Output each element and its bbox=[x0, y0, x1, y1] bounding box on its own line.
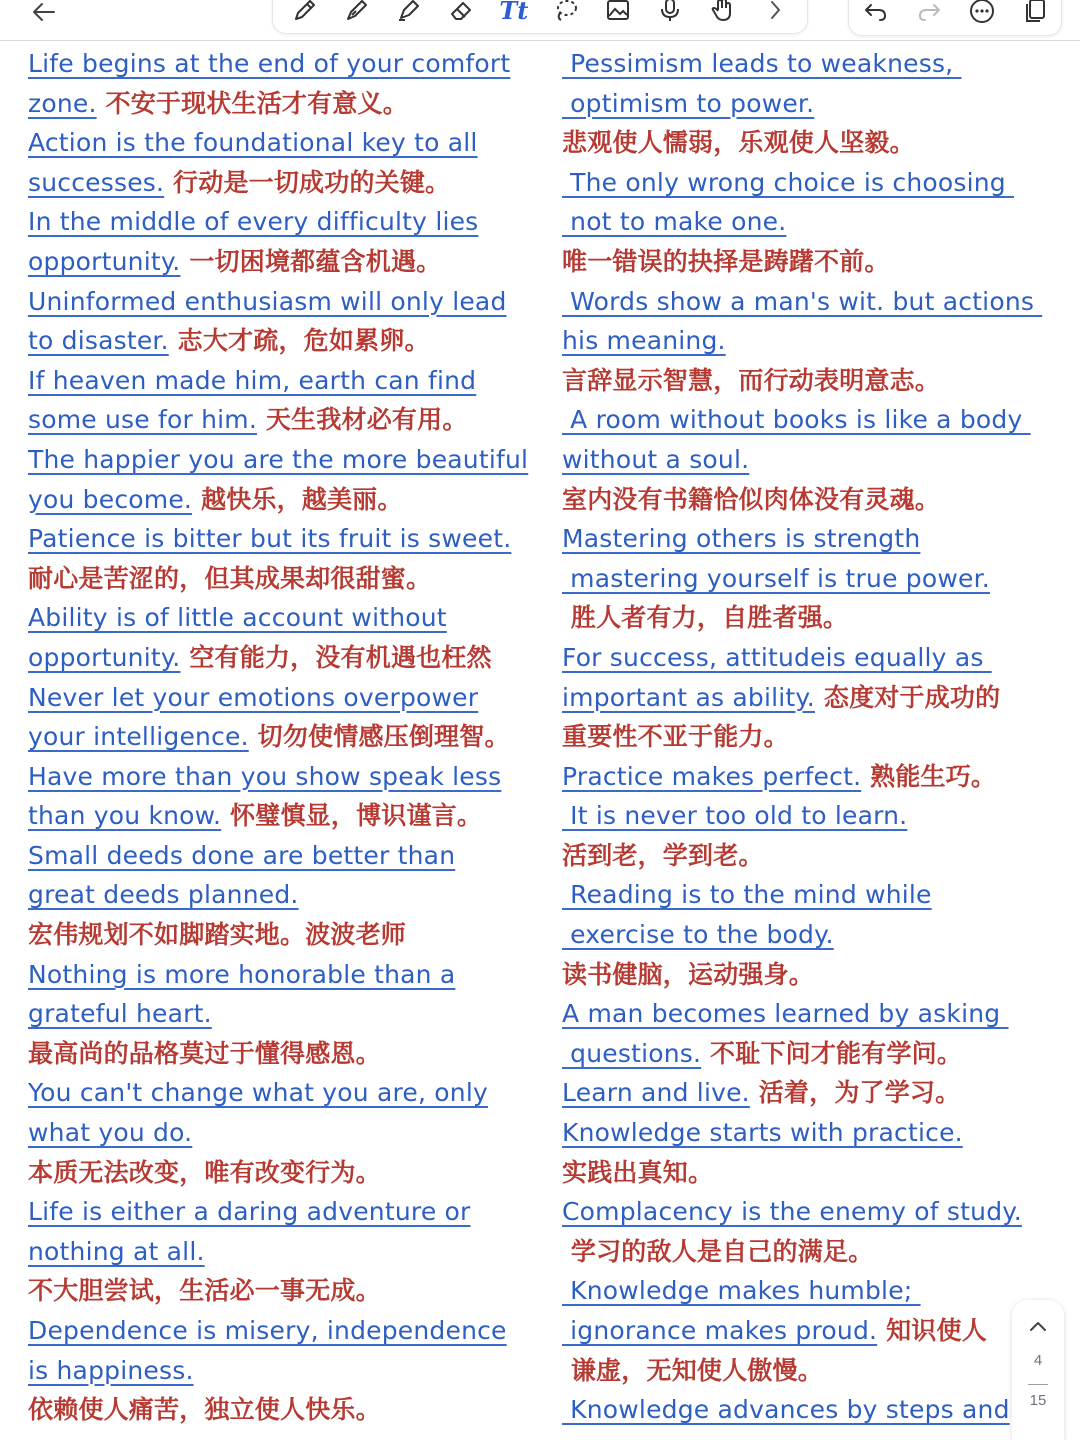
english-quote-link[interactable]: The only wrong choice is choosing bbox=[562, 167, 1014, 197]
hand-icon bbox=[709, 0, 737, 24]
chinese-translation: 学习的敌人是自己的满足。 bbox=[562, 1236, 874, 1266]
note-line bbox=[562, 440, 1062, 480]
note-line bbox=[562, 717, 1062, 757]
note-line bbox=[562, 638, 1062, 678]
pen-tool-button[interactable] bbox=[288, 0, 322, 27]
english-quote-link[interactable]: Life begins at the end of your comfort bbox=[28, 49, 511, 78]
marker-icon bbox=[395, 0, 423, 24]
note-line bbox=[562, 836, 1062, 876]
pages-button[interactable] bbox=[1018, 0, 1052, 28]
note-line bbox=[28, 480, 548, 520]
note-line bbox=[562, 1073, 1062, 1113]
english-quote-link[interactable]: Never let your emotions overpower bbox=[28, 682, 479, 712]
english-quote-link[interactable]: without a soul. bbox=[562, 444, 750, 474]
redo-icon bbox=[915, 0, 943, 25]
english-quote-link[interactable]: It is never too old to learn. bbox=[562, 801, 908, 831]
note-line bbox=[562, 1113, 1062, 1153]
english-quote-link[interactable]: nothing at all. bbox=[28, 1236, 205, 1266]
eraser-tool-button[interactable] bbox=[445, 0, 479, 27]
eraser-icon bbox=[448, 0, 476, 24]
highlighter-icon bbox=[343, 0, 371, 24]
undo-button[interactable] bbox=[859, 0, 893, 28]
previous-page-button[interactable] bbox=[1012, 1310, 1064, 1344]
note-line bbox=[28, 717, 548, 757]
hand-tool-button[interactable] bbox=[706, 0, 740, 27]
chinese-translation: 不安于现状生活才有意义。 bbox=[96, 88, 408, 118]
note-line bbox=[562, 875, 1062, 915]
english-quote-link[interactable]: Life is either a daring adventure or bbox=[28, 1197, 471, 1227]
english-quote-link[interactable]: A room without books is like a body bbox=[562, 405, 1031, 435]
total-pages-number: 15 bbox=[1029, 1392, 1047, 1409]
english-quote-link[interactable]: Have more than you show speak less bbox=[28, 761, 502, 791]
note-line bbox=[562, 757, 1062, 797]
image-tool-button[interactable] bbox=[601, 0, 635, 27]
more-tools-button[interactable] bbox=[758, 0, 792, 27]
english-quote-link[interactable]: important as ability. bbox=[562, 682, 815, 712]
note-line bbox=[28, 796, 548, 836]
note-line bbox=[562, 1232, 1062, 1272]
english-quote-link[interactable]: Knowledge makes humble; bbox=[562, 1276, 921, 1306]
microphone-icon bbox=[656, 0, 684, 24]
chinese-translation: 室内没有书籍恰似肉体没有灵魂。 bbox=[562, 484, 941, 514]
english-quote-link[interactable]: Knowledge starts with practice. bbox=[562, 1118, 963, 1148]
chinese-translation: 行动是一切成功的关键。 bbox=[164, 167, 451, 197]
undo-icon bbox=[862, 0, 890, 25]
pen-icon bbox=[291, 0, 319, 24]
note-line bbox=[28, 1271, 548, 1311]
english-quote-link[interactable]: You can't change what you are, only bbox=[28, 1078, 488, 1108]
english-quote-link[interactable]: Small deeds done are better than bbox=[28, 840, 456, 870]
english-quote-link[interactable]: grateful heart. bbox=[28, 999, 212, 1029]
history-tools-bar bbox=[848, 0, 1062, 36]
note-line bbox=[28, 1351, 548, 1391]
text-tool-button[interactable] bbox=[497, 0, 531, 27]
note-line bbox=[28, 757, 548, 797]
text-icon: Tt bbox=[499, 0, 529, 25]
chinese-translation: 不大胆尝试，生活必一事无成。 bbox=[28, 1276, 381, 1306]
chinese-translation: 依赖使人痛苦，独立使人快乐。 bbox=[28, 1395, 381, 1425]
english-quote-link[interactable]: Action is the foundational key to all bbox=[28, 128, 478, 158]
note-line bbox=[28, 361, 548, 401]
note-line bbox=[562, 480, 1062, 520]
top-toolbar bbox=[0, 0, 1080, 41]
note-line bbox=[28, 1192, 548, 1232]
english-quote-link[interactable]: In the middle of every difficulty lies bbox=[28, 207, 479, 237]
note-line bbox=[562, 1390, 1062, 1430]
note-line bbox=[562, 1192, 1062, 1232]
note-line bbox=[562, 163, 1062, 203]
english-quote-link[interactable]: Knowledge advances by steps and bbox=[562, 1395, 1010, 1425]
drawing-tools-bar bbox=[272, 0, 808, 34]
back-button[interactable] bbox=[20, 0, 68, 32]
note-line bbox=[562, 1311, 1062, 1351]
highlighter-tool-button[interactable] bbox=[340, 0, 374, 27]
pages-icon bbox=[1021, 0, 1049, 25]
english-quote-link[interactable]: Nothing is more honorable than a bbox=[28, 959, 456, 989]
note-line bbox=[28, 598, 548, 638]
note-line bbox=[562, 361, 1062, 401]
english-quote-link[interactable]: opportunity. bbox=[28, 642, 181, 672]
more-icon bbox=[968, 0, 996, 25]
note-line bbox=[562, 559, 1062, 599]
chinese-translation: 耐心是苦涩的，但其成果却很甜蜜。 bbox=[28, 563, 432, 593]
note-line bbox=[28, 994, 548, 1034]
current-page-number: 4 bbox=[1033, 1352, 1043, 1369]
english-quote-link[interactable]: you become. bbox=[28, 484, 193, 514]
note-line bbox=[562, 1034, 1062, 1074]
english-quote-link[interactable]: your intelligence. bbox=[28, 722, 249, 752]
back-arrow-icon bbox=[30, 0, 58, 26]
english-quote-link[interactable]: opportunity. bbox=[28, 246, 181, 276]
chinese-translation: 宏伟规划不如脚踏实地。波波老师 bbox=[28, 920, 407, 950]
english-quote-link[interactable]: what you do. bbox=[28, 1118, 193, 1148]
english-quote-link[interactable]: For success, attitudeis equally as bbox=[562, 642, 992, 672]
english-quote-link[interactable]: Words show a man's wit. but actions bbox=[562, 286, 1043, 316]
note-line bbox=[28, 1113, 548, 1153]
lasso-icon bbox=[552, 0, 580, 24]
chinese-translation: 谦虚，无知使人傲慢。 bbox=[562, 1355, 823, 1385]
note-line bbox=[28, 1153, 548, 1193]
english-quote-link[interactable]: is happiness. bbox=[28, 1355, 194, 1385]
note-line bbox=[562, 44, 1062, 84]
note-line bbox=[562, 400, 1062, 440]
english-quote-link[interactable]: great deeds planned. bbox=[28, 880, 299, 910]
lasso-tool-button[interactable] bbox=[549, 0, 583, 27]
chinese-translation: 最高尚的品格莫过于懂得感恩。 bbox=[28, 1038, 381, 1068]
note-line bbox=[562, 519, 1062, 559]
note-line bbox=[562, 242, 1062, 282]
english-quote-link[interactable]: Practice makes perfect. bbox=[562, 761, 862, 791]
note-line bbox=[28, 321, 548, 361]
chinese-translation: 天生我材必有用。 bbox=[257, 405, 468, 435]
page-divider bbox=[1028, 1384, 1048, 1385]
english-quote-link[interactable]: Patience is bitter but its fruit is sweet. bbox=[28, 524, 512, 554]
note-line bbox=[28, 875, 548, 915]
note-line bbox=[28, 519, 548, 559]
note-line bbox=[28, 915, 548, 955]
note-line bbox=[28, 242, 548, 282]
chinese-translation: 一切困境都蕴含机遇。 bbox=[180, 246, 442, 276]
note-line bbox=[562, 678, 1062, 718]
english-quote-link[interactable]: mastering yourself is true power. bbox=[562, 563, 990, 593]
chinese-translation: 怀璧慎显，博识谨言。 bbox=[221, 801, 483, 831]
chinese-translation: 活着，为了学习。 bbox=[749, 1078, 961, 1108]
chinese-translation: 知识使人 bbox=[877, 1316, 987, 1345]
image-icon bbox=[604, 0, 632, 24]
note-line bbox=[28, 123, 548, 163]
note-line bbox=[562, 202, 1062, 242]
chinese-translation: 唯一错误的抉择是踌躇不前。 bbox=[562, 246, 890, 276]
english-quote-link[interactable]: Learn and live. bbox=[562, 1078, 750, 1108]
marker-tool-button[interactable] bbox=[392, 0, 426, 27]
chinese-translation: 悲观使人懦弱，乐观使人坚毅。 bbox=[562, 128, 915, 158]
note-line bbox=[562, 994, 1062, 1034]
note-line bbox=[28, 400, 548, 440]
note-line bbox=[28, 84, 548, 124]
english-quote-link[interactable]: his meaning. bbox=[562, 326, 726, 356]
note-line bbox=[562, 321, 1062, 361]
english-quote-link[interactable]: successes. bbox=[28, 167, 165, 197]
chinese-translation: 活到老，学到老。 bbox=[562, 840, 764, 870]
chinese-translation: 熟能生巧。 bbox=[861, 761, 997, 791]
english-quote-link[interactable]: zone. bbox=[28, 88, 97, 118]
note-line bbox=[28, 1311, 548, 1351]
note-line bbox=[28, 638, 548, 678]
english-quote-link[interactable]: A man becomes learned by asking bbox=[562, 999, 1009, 1029]
note-line bbox=[28, 678, 548, 718]
note-line bbox=[28, 163, 548, 203]
chinese-translation: 切勿使情感压倒理智。 bbox=[248, 722, 510, 752]
right-quotes-column bbox=[562, 44, 1062, 1430]
english-quote-link[interactable]: not to make one. bbox=[562, 207, 787, 237]
english-quote-link[interactable]: to disaster. bbox=[28, 326, 169, 356]
note-line bbox=[28, 202, 548, 242]
note-line bbox=[562, 282, 1062, 322]
english-quote-link[interactable]: The happier you are the more beautiful bbox=[28, 444, 529, 474]
english-quote-link[interactable]: some use for him. bbox=[28, 405, 258, 435]
note-line bbox=[562, 796, 1062, 836]
note-line bbox=[562, 955, 1062, 995]
note-line bbox=[562, 84, 1062, 124]
note-line bbox=[28, 282, 548, 322]
left-quotes-column bbox=[28, 44, 548, 1430]
chinese-translation: 读书健脑，运动强身。 bbox=[562, 959, 815, 989]
chinese-translation: 越快乐，越美丽。 bbox=[192, 484, 403, 514]
english-quote-link[interactable]: Pessimism leads to weakness, bbox=[562, 49, 962, 78]
chinese-translation: 实践出真知。 bbox=[562, 1157, 714, 1187]
note-line bbox=[562, 1153, 1062, 1193]
note-line bbox=[28, 1390, 548, 1430]
note-line bbox=[562, 1351, 1062, 1391]
note-line bbox=[28, 1034, 548, 1074]
chinese-translation: 志大才疏，危如累卵。 bbox=[168, 326, 430, 356]
english-quote-link[interactable]: ignorance makes proud. bbox=[562, 1316, 878, 1345]
english-quote-link[interactable]: Uninformed enthusiasm will only lead bbox=[28, 286, 507, 316]
more-options-button[interactable] bbox=[965, 0, 999, 28]
note-line bbox=[28, 1232, 548, 1272]
note-line bbox=[28, 44, 548, 84]
english-quote-link[interactable]: Ability is of little account without bbox=[28, 603, 447, 633]
chinese-translation: 言辞显示智慧，而行动表明意志。 bbox=[562, 365, 941, 395]
chinese-translation: 胜人者有力，自胜者强。 bbox=[562, 603, 849, 633]
english-quote-link[interactable]: optimism to power. bbox=[562, 88, 815, 118]
chinese-translation: 空有能力，没有机遇也枉然 bbox=[180, 642, 492, 672]
microphone-tool-button[interactable] bbox=[653, 0, 687, 27]
chevron-up-icon bbox=[1027, 1316, 1049, 1338]
english-quote-link[interactable]: Mastering others is strength bbox=[562, 524, 921, 554]
note-line bbox=[28, 1073, 548, 1113]
note-line bbox=[28, 440, 548, 480]
note-line bbox=[28, 559, 548, 599]
note-line bbox=[562, 123, 1062, 163]
chevron-right-icon bbox=[761, 0, 789, 24]
note-line bbox=[562, 915, 1062, 955]
chinese-translation: 本质无法改变，唯有改变行为。 bbox=[28, 1157, 381, 1187]
page-navigator bbox=[1012, 1300, 1064, 1440]
english-quote-link[interactable]: Complacency is the enemy of study. bbox=[562, 1197, 1022, 1227]
english-quote-link[interactable]: questions. bbox=[562, 1038, 702, 1068]
english-quote-link[interactable]: exercise to the body. bbox=[562, 920, 834, 950]
note-line bbox=[28, 836, 548, 876]
english-quote-link[interactable]: Reading is to the mind while bbox=[562, 880, 932, 910]
note-line bbox=[562, 1271, 1062, 1311]
note-line bbox=[28, 955, 548, 995]
english-quote-link[interactable]: Dependence is misery, independence bbox=[28, 1316, 507, 1345]
chinese-translation: 态度对于成功的 bbox=[814, 682, 1001, 712]
chinese-translation: 不耻下问才能有学问。 bbox=[701, 1038, 963, 1068]
english-quote-link[interactable]: than you know. bbox=[28, 801, 222, 831]
redo-button[interactable] bbox=[912, 0, 946, 28]
note-line bbox=[562, 598, 1062, 638]
chinese-translation: 重要性不亚于能力。 bbox=[562, 722, 789, 752]
english-quote-link[interactable]: If heaven made him, earth can find bbox=[28, 365, 477, 395]
